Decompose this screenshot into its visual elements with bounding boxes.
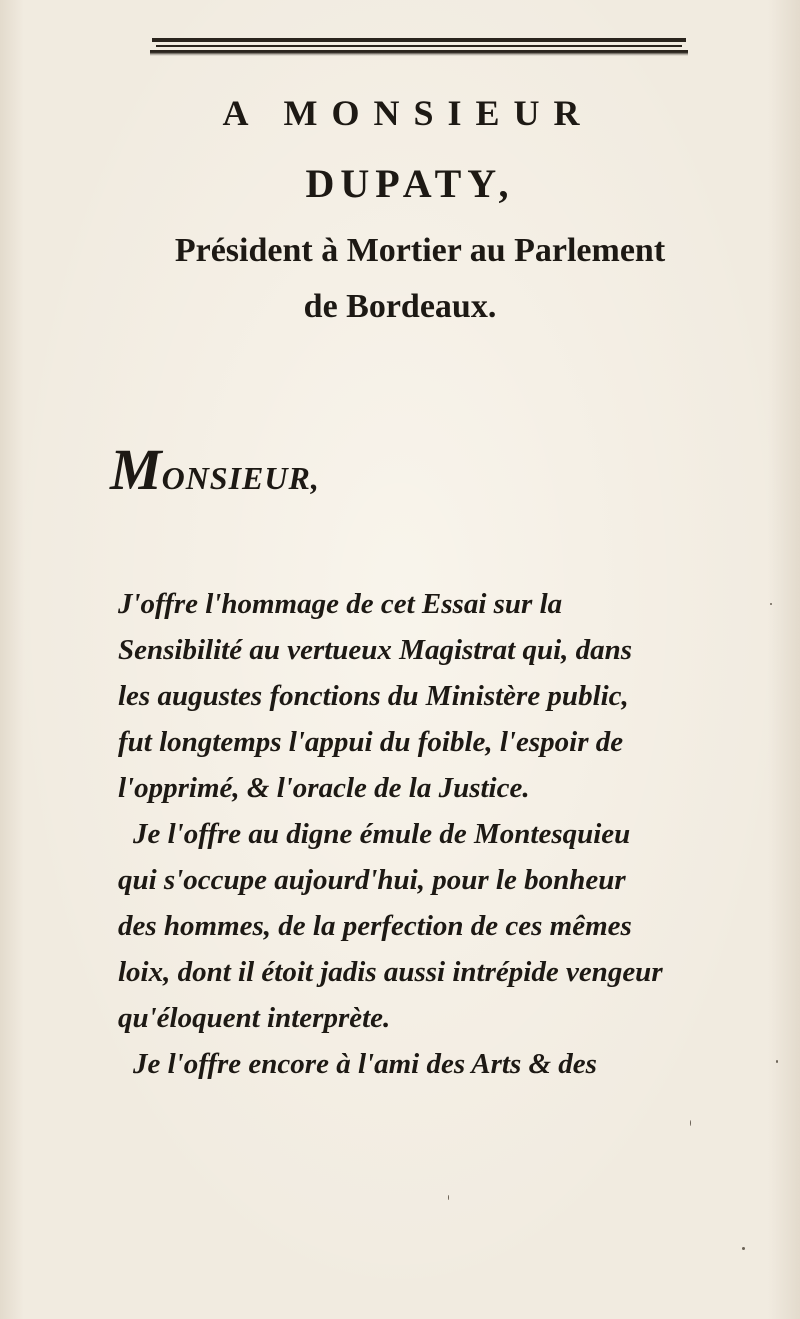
body-line: J'offre l'hommage de cet Essai sur la [118, 588, 563, 620]
body-line: loix, dont il étoit jadis aussi intrépide vengeur [118, 956, 663, 988]
dedication-heading-title: Président à Mortier au Parlement [174, 232, 666, 269]
body-line: qui s'occupe aujourd'hui, pour le bonheur [118, 864, 626, 896]
top-ornament-rule-thin [156, 45, 682, 47]
body-line: qu'éloquent interprète. [118, 1002, 391, 1034]
body-line: les augustes fonctions du Ministère public, [118, 680, 629, 712]
top-ornament-rule-thick [150, 50, 688, 56]
body-line: l'opprimé, & l'oracle de la Justice. [118, 772, 530, 804]
body-line: Sensibilité au vertueux Magistrat qui, dans [118, 634, 633, 666]
top-ornament-rule [152, 38, 686, 42]
salutation [110, 436, 320, 503]
salutation-rest: ONSIEUR, [161, 460, 320, 496]
dedication-heading-line-1: A MONSIEUR [222, 93, 594, 133]
dedication-heading-name: DUPATY, [305, 161, 515, 206]
salutation-initial: M [110, 437, 162, 502]
dedication-heading-place: de Bordeaux. [303, 288, 497, 325]
body-line: Je l'offre au digne émule de Montesquieu [133, 818, 631, 850]
body-line: Je l'offre encore à l'ami des Arts & des [133, 1048, 597, 1080]
body-line: fut longtemps l'appui du foible, l'espoir de [118, 726, 624, 758]
body-line: des hommes, de la perfection de ces mêmes [118, 910, 632, 942]
